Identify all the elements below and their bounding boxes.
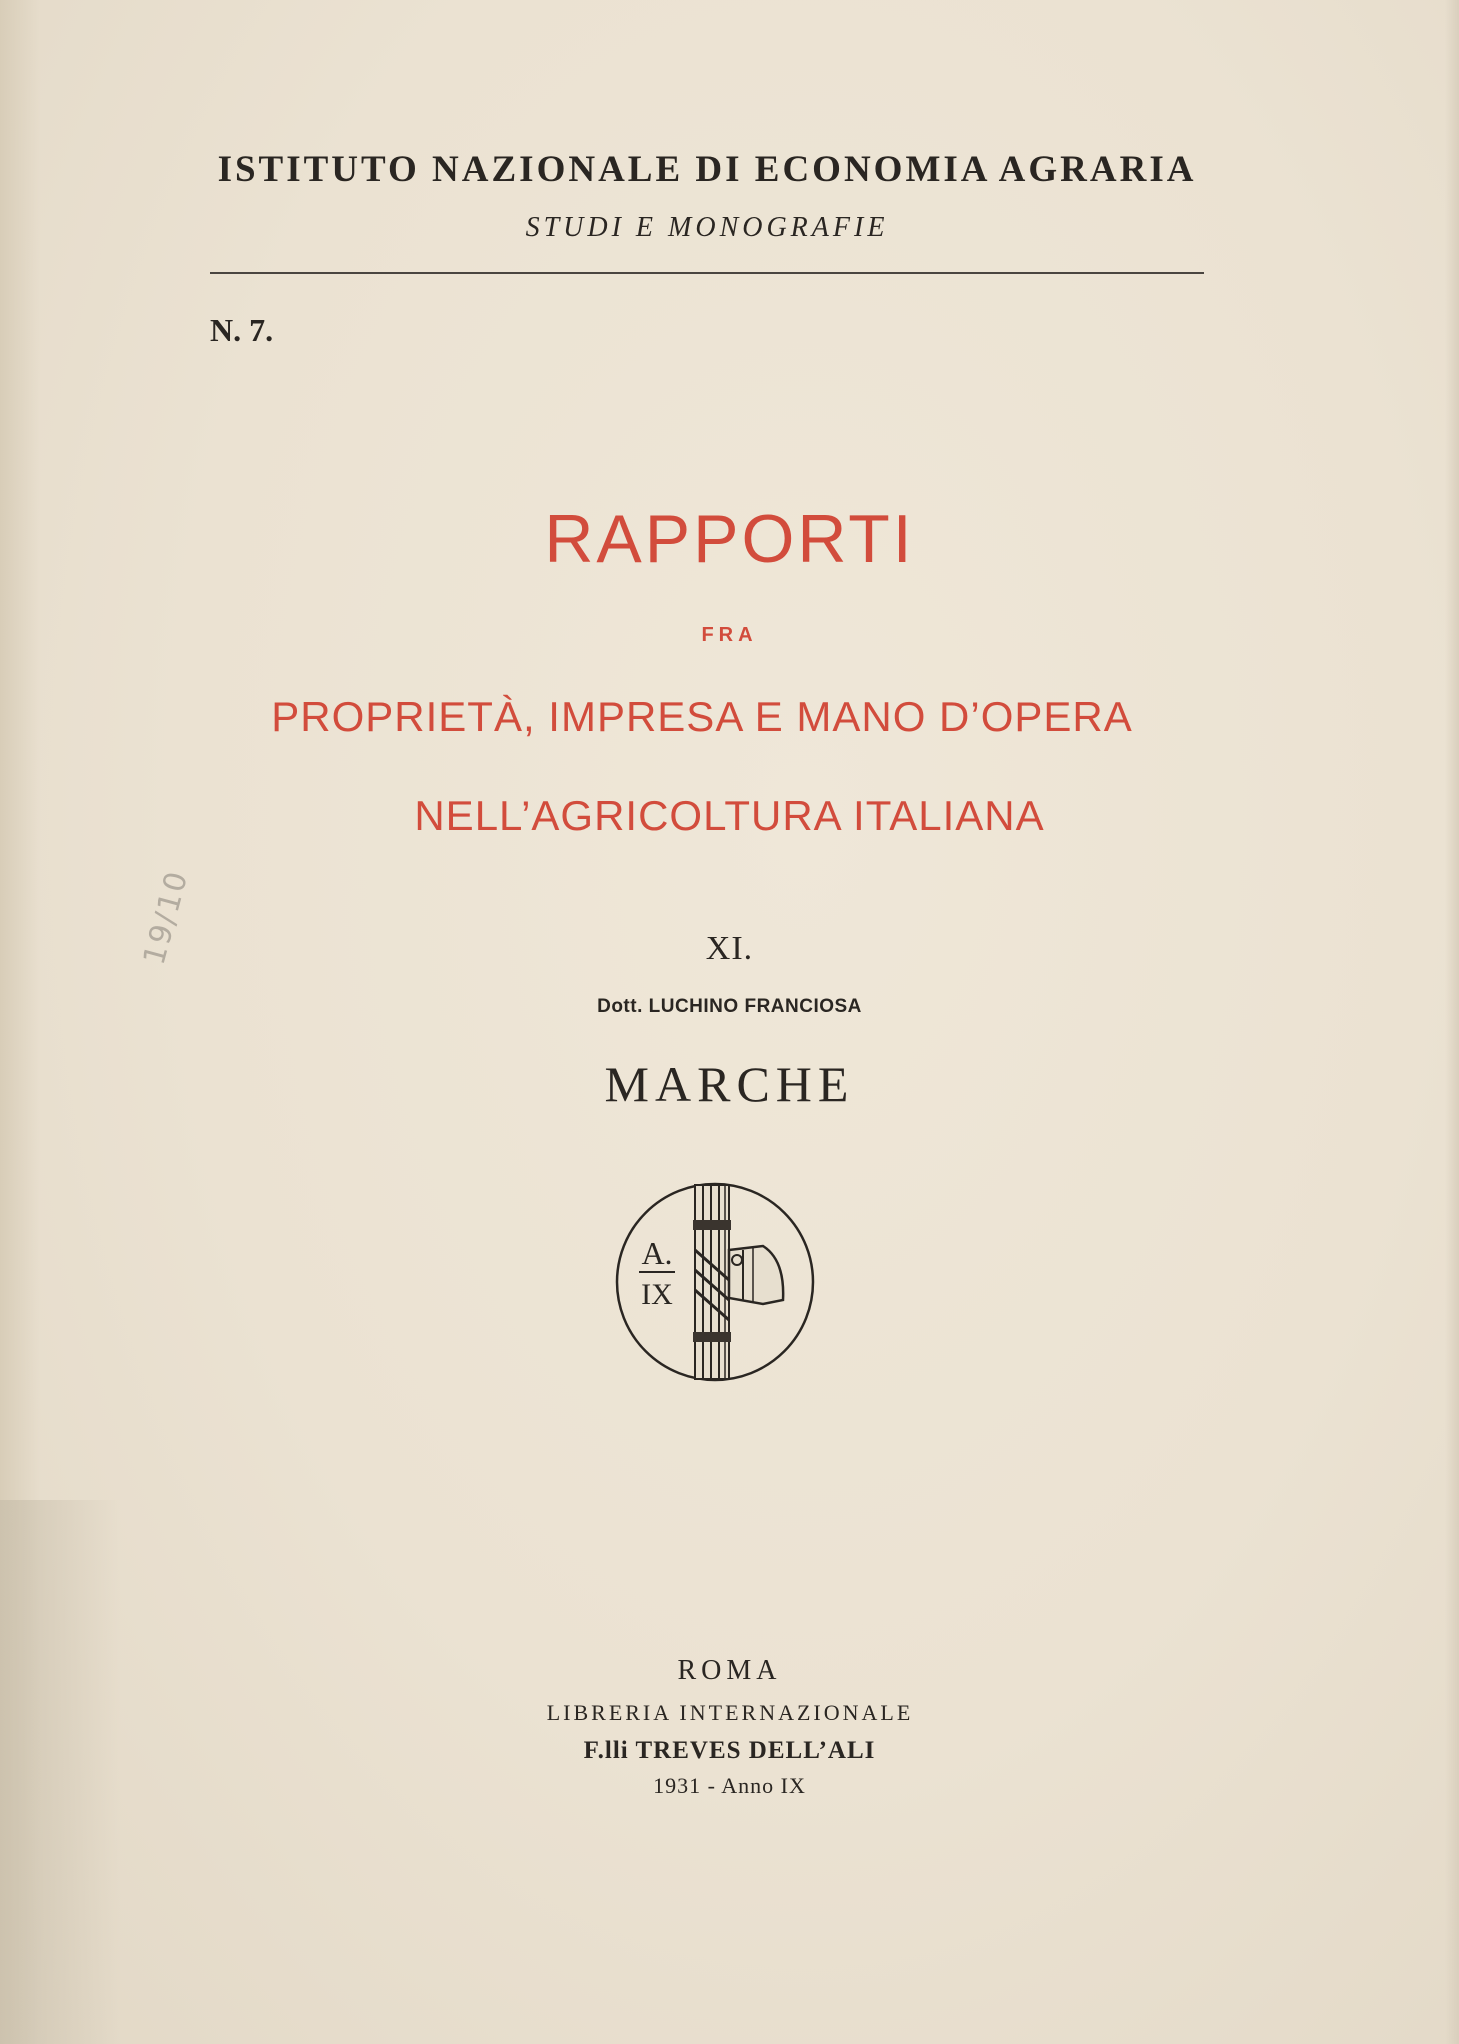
header-divider: [210, 272, 1204, 274]
fasces-emblem: [613, 1180, 817, 1384]
imprint-city: ROMA: [677, 1655, 782, 1686]
edge-wear: [0, 1500, 120, 2044]
rods-bundle: [693, 1185, 731, 1379]
main-title: RAPPORTI: [544, 501, 915, 577]
volume-number: XI.: [705, 930, 754, 967]
pencil-margin-note: 19/10: [136, 866, 196, 969]
series-name: STUDI E MONOGRAFIE: [525, 212, 889, 243]
axe-head: [729, 1246, 783, 1304]
subtitle-line-2: NELL’AGRICOLTURA ITALIANA: [414, 792, 1045, 839]
title-connector: FRA: [701, 624, 758, 646]
region-title: MARCHE: [604, 1056, 855, 1112]
imprint-publisher: LIBRERIA INTERNAZIONALE: [546, 1700, 914, 1725]
fasces-emblem-icon: [613, 1180, 817, 1384]
subtitle-line-1: PROPRIETÀ, IMPRESA E MANO D’OPERA: [271, 693, 1133, 740]
emblem-label-top: A.: [641, 1235, 673, 1271]
emblem-label-bottom: IX: [641, 1278, 673, 1311]
imprint-publisher-name: F.lli TREVES DELL’ALI: [583, 1737, 876, 1764]
imprint-year: 1931 - Anno IX: [653, 1773, 806, 1798]
issue-number: N. 7.: [210, 312, 274, 348]
institute-name: ISTITUTO NAZIONALE DI ECONOMIA AGRARIA: [217, 149, 1197, 190]
author-name: Dott. LUCHINO FRANCIOSA: [597, 996, 862, 1017]
